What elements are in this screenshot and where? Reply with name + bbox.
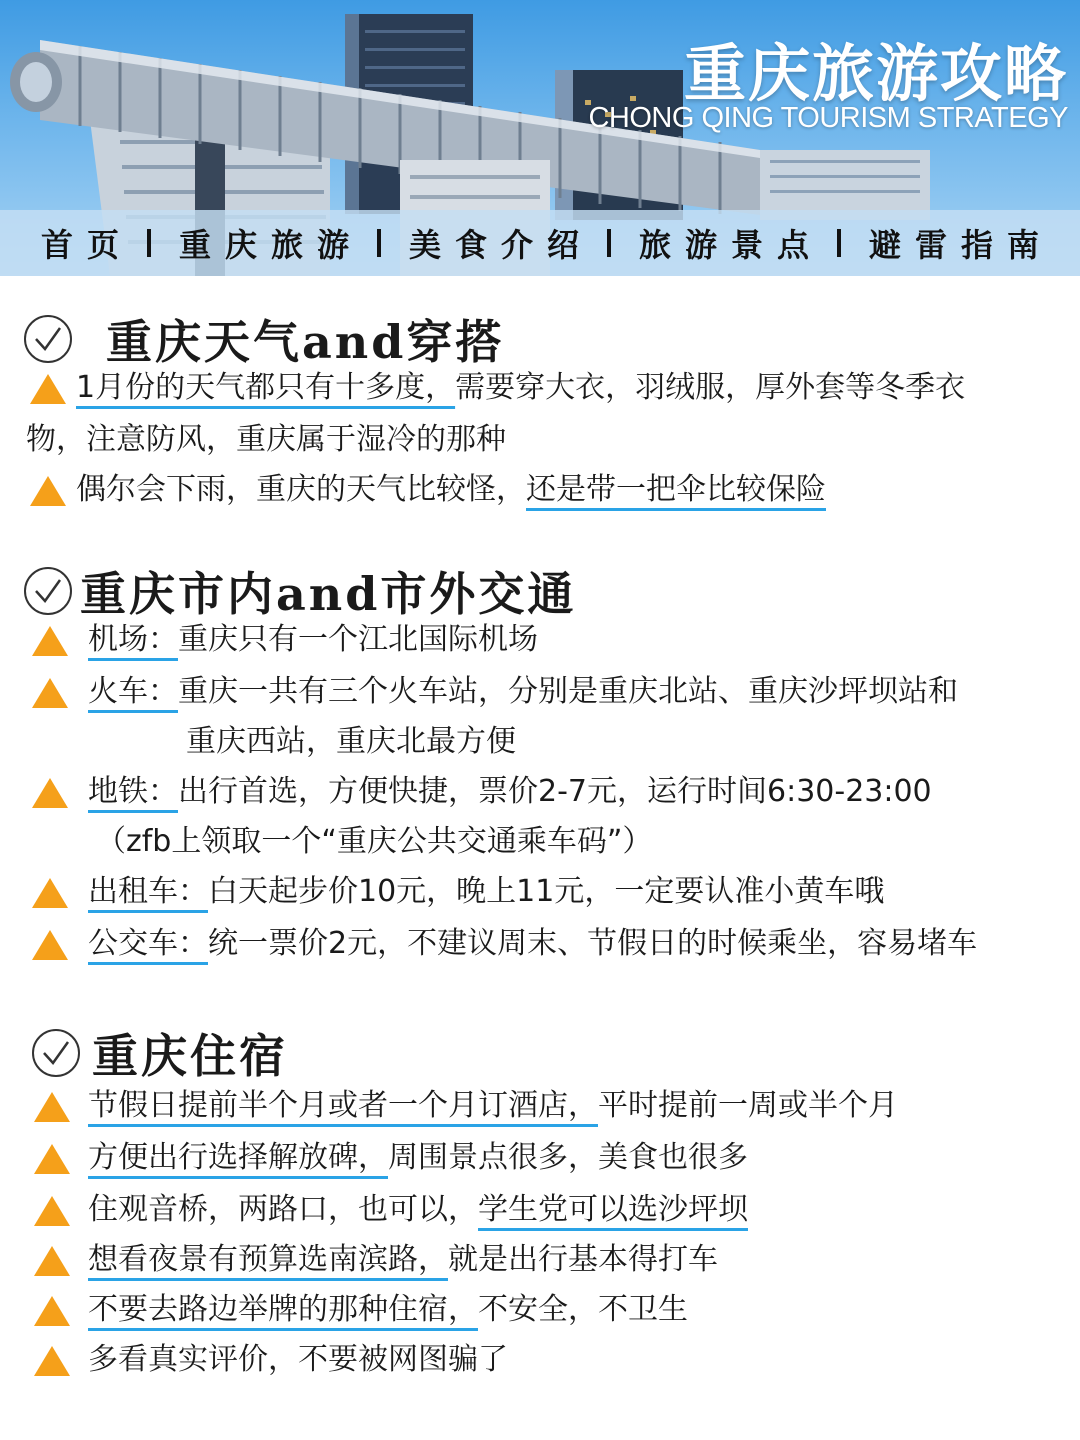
warning-triangle-icon (30, 776, 70, 810)
nav-divider (377, 229, 381, 257)
warning-triangle-icon (32, 1090, 72, 1124)
text-line: 方便出行选择解放碑，周围景点很多，美食也很多 (88, 1140, 748, 1175)
section-header-weather (24, 306, 504, 372)
text-line: 机场：重庆只有一个江北国际机场 (88, 622, 538, 657)
text-line: 多看真实评价，不要被网图骗了 (88, 1342, 508, 1377)
section-header-transport (24, 558, 576, 624)
text-line: 节假日提前半个月或者一个月订酒店，平时提前一周或半个月 (88, 1088, 898, 1123)
text-line: 1月份的天气都只有十多度，需要穿大衣，羽绒服，厚外套等冬季衣 (76, 370, 966, 405)
text-line: 重庆西站，重庆北最方便 (186, 724, 516, 759)
section-header-lodging (32, 1020, 288, 1086)
check-circle-icon (32, 1029, 80, 1077)
section-title: 重庆天气and穿搭 (106, 315, 505, 369)
nav-bar (0, 210, 1080, 276)
section-title: 重庆市内and市外交通 (80, 567, 577, 621)
warning-triangle-icon (28, 372, 68, 406)
warning-triangle-icon (32, 1294, 72, 1328)
text-line: 想看夜景有预算选南滨路，就是出行基本得打车 (88, 1242, 718, 1277)
text-line: 地铁：出行首选，方便快捷，票价2-7元，运行时间6:30-23:00 (88, 774, 932, 809)
warning-triangle-icon (30, 876, 70, 910)
text-line: 公交车：统一票价2元，不建议周末、节假日的时候乘坐，容易堵车 (88, 926, 978, 961)
nav-item-travel[interactable]: 重庆旅游 (178, 226, 363, 264)
section-title: 重庆住宿 (92, 1029, 288, 1083)
text-line: 火车：重庆一共有三个火车站，分别是重庆北站、重庆沙坪坝站和 (88, 674, 958, 709)
warning-triangle-icon (30, 928, 70, 962)
nav-item-home[interactable]: 首页 (40, 226, 133, 264)
warning-triangle-icon (28, 474, 68, 508)
warning-triangle-icon (32, 1244, 72, 1278)
text-line: 出租车：白天起步价10元，晚上11元，一定要认准小黄车哦 (88, 874, 885, 909)
nav-divider (837, 229, 841, 257)
check-circle-icon (24, 315, 72, 363)
text-line: 偶尔会下雨，重庆的天气比较怪，还是带一把伞比较保险 (76, 472, 826, 507)
warning-triangle-icon (32, 1142, 72, 1176)
nav-item-attractions[interactable]: 旅游景点 (639, 226, 824, 264)
text-line: （zfb上领取一个“重庆公共交通乘车码”） (96, 824, 653, 859)
nav-item-pitfalls[interactable]: 避雷指南 (869, 226, 1054, 264)
nav-divider (607, 229, 611, 257)
text-line: 物，注意防风，重庆属于湿冷的那种 (26, 422, 506, 457)
warning-triangle-icon (32, 1194, 72, 1228)
warning-triangle-icon (30, 676, 70, 710)
page-title: 重庆旅游攻略 (683, 37, 1068, 110)
check-circle-icon (24, 567, 72, 615)
nav-item-food[interactable]: 美食介绍 (408, 226, 593, 264)
nav-divider (147, 229, 151, 257)
text-line: 住观音桥，两路口，也可以，学生党可以选沙坪坝 (88, 1192, 748, 1227)
hero-banner (0, 0, 1080, 276)
page-subtitle: CHONG QING TOURISM STRATEGY (588, 102, 1068, 134)
warning-triangle-icon (30, 624, 70, 658)
text-line: 不要去路边举牌的那种住宿，不安全，不卫生 (88, 1292, 688, 1327)
warning-triangle-icon (32, 1344, 72, 1378)
